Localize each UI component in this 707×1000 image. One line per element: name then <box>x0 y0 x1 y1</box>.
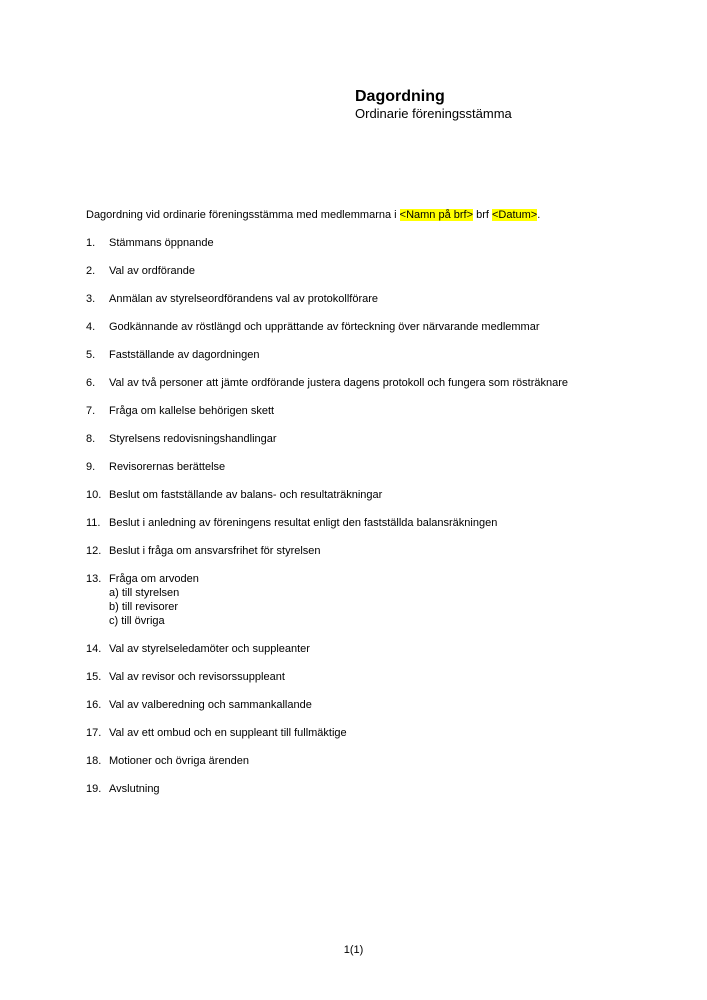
agenda-item-text: Fastställande av dagordningen <box>109 349 260 361</box>
agenda-item-text: Val av ett ombud och en suppleant till fullmäktige <box>109 727 347 739</box>
agenda-sub-item: b) till revisorer <box>109 601 179 613</box>
agenda-item-number: 16. <box>86 699 102 711</box>
agenda-item-number: 2. <box>86 265 96 277</box>
agenda-item <box>86 516 646 530</box>
agenda-item <box>86 292 646 306</box>
agenda-item-number: 12. <box>86 545 102 557</box>
intro-paragraph <box>86 208 540 222</box>
agenda-item <box>86 544 646 558</box>
agenda-item-text: Val av valberedning och sammankallande <box>109 699 312 711</box>
agenda-item-number: 1. <box>86 237 96 249</box>
agenda-item <box>86 264 646 278</box>
agenda-item-text: Beslut om fastställande av balans- och resultaträkningar <box>109 489 383 501</box>
intro-text-after: . <box>537 209 541 221</box>
agenda-item-text: Val av revisor och revisorssuppleant <box>109 671 285 683</box>
agenda-item-number: 7. <box>86 405 96 417</box>
agenda-sub-list <box>109 586 646 628</box>
agenda-item-text: Stämmans öppnande <box>109 237 214 249</box>
agenda-sub-item: c) till övriga <box>109 615 165 627</box>
page-number: 1(1) <box>343 944 364 956</box>
agenda-item-number: 15. <box>86 671 102 683</box>
placeholder-association-name: <Namn på brf> <box>399 209 474 221</box>
agenda-item-number: 3. <box>86 293 96 305</box>
agenda-item <box>86 488 646 502</box>
agenda-item-text: Styrelsens redovisningshandlingar <box>109 433 277 445</box>
agenda-item <box>86 348 646 362</box>
agenda-item-text: Anmälan av styrelseordförandens val av protokollförare <box>109 293 379 305</box>
agenda-item-text: Revisorernas berättelse <box>109 461 226 473</box>
agenda-item <box>86 432 646 446</box>
agenda-item-number: 4. <box>86 321 96 333</box>
placeholder-date: <Datum> <box>491 209 538 221</box>
agenda-item-number: 14. <box>86 643 102 655</box>
agenda-item-text: Avslutning <box>109 783 160 795</box>
agenda-item-text: Val av ordförande <box>109 265 196 277</box>
agenda-item-text: Beslut i anledning av föreningens resultat enligt den fastställda balansräkningen <box>109 517 498 529</box>
document-header <box>355 87 512 121</box>
agenda-item-text: Val av styrelseledamöter och suppleanter <box>109 643 310 655</box>
agenda-item <box>86 572 646 628</box>
agenda-item-number: 19. <box>86 783 102 795</box>
agenda-item <box>86 726 646 740</box>
agenda-item-number: 5. <box>86 349 96 361</box>
agenda-item-number: 9. <box>86 461 96 473</box>
intro-text-middle: brf <box>473 209 492 221</box>
agenda-item-number: 13. <box>86 573 102 585</box>
agenda-item-number: 18. <box>86 755 102 767</box>
agenda-item <box>86 754 646 768</box>
agenda-item-text: Godkännande av röstlängd och upprättande av förteckning över närvarande medlemmar <box>109 321 540 333</box>
agenda-item-number: 17. <box>86 727 102 739</box>
agenda-item-number: 6. <box>86 377 96 389</box>
intro-text-before: Dagordning vid ordinarie föreningsstämma med medlemmarna i <box>86 209 400 221</box>
agenda-list <box>86 236 646 810</box>
document-subtitle: Ordinarie föreningsstämma <box>355 106 512 121</box>
agenda-sub-item: a) till styrelsen <box>109 587 180 599</box>
agenda-item <box>86 698 646 712</box>
agenda-item-text: Fråga om kallelse behörigen skett <box>109 405 275 417</box>
agenda-item <box>86 236 646 250</box>
agenda-item-text: Fråga om arvoden <box>109 573 199 585</box>
agenda-item-text: Val av två personer att jämte ordförande justera dagens protokoll och fungera som rösträknare <box>109 377 568 389</box>
agenda-item <box>86 782 646 796</box>
agenda-item-number: 10. <box>86 489 102 501</box>
agenda-item-number: 11. <box>86 517 101 529</box>
agenda-item <box>86 642 646 656</box>
agenda-item <box>86 670 646 684</box>
agenda-item-text: Motioner och övriga ärenden <box>109 755 250 767</box>
agenda-item-number: 8. <box>86 433 96 445</box>
document-title: Dagordning <box>355 88 445 105</box>
agenda-item <box>86 376 646 390</box>
agenda-item <box>86 404 646 418</box>
agenda-item <box>86 320 646 334</box>
agenda-item-text: Beslut i fråga om ansvarsfrihet för styrelsen <box>109 545 321 557</box>
agenda-item <box>86 460 646 474</box>
